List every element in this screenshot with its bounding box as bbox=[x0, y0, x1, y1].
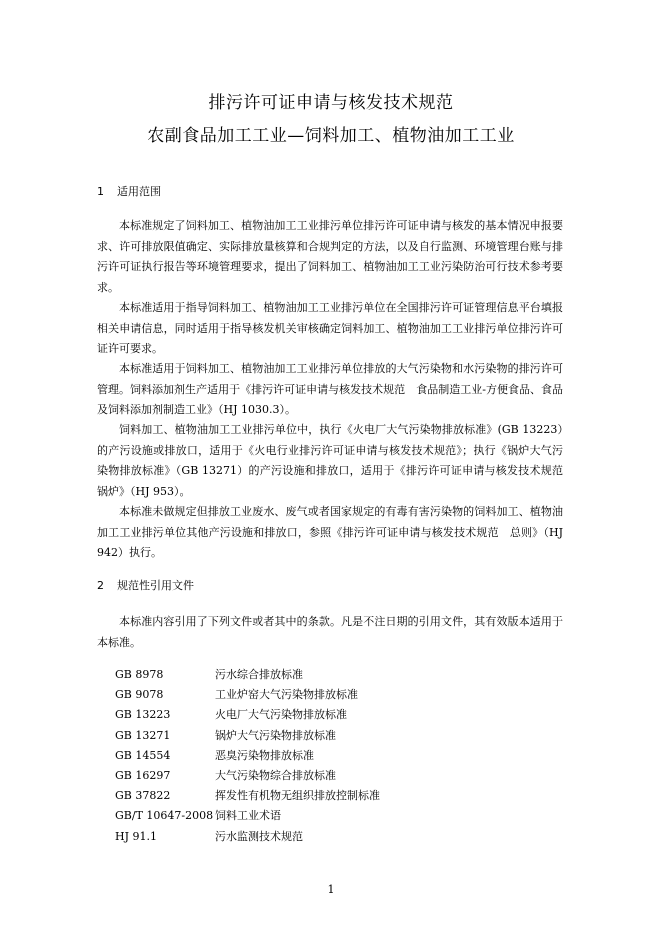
reference-item bbox=[115, 665, 380, 685]
reference-title: 锅炉大气污染物排放标准 bbox=[215, 728, 336, 742]
reference-item bbox=[115, 685, 380, 705]
reference-title: 饲料工业术语 bbox=[215, 809, 281, 823]
reference-item bbox=[115, 827, 380, 847]
reference-title: 恶臭污染物排放标准 bbox=[215, 748, 314, 762]
reference-code: GB 16297 bbox=[115, 768, 171, 782]
section-2-heading bbox=[97, 577, 194, 593]
section-title: 规范性引用文件 bbox=[117, 579, 194, 592]
reference-list bbox=[115, 665, 380, 847]
reference-item bbox=[115, 705, 380, 725]
reference-title: 火电厂大气污染物排放标准 bbox=[215, 708, 347, 722]
reference-item bbox=[115, 726, 380, 746]
reference-item bbox=[115, 786, 380, 806]
reference-code: GB/T 10647-2008 bbox=[115, 809, 214, 823]
paragraph: 本标准未做规定但排放工业废水、废气或者国家规定的有毒有害污染物的饲料加工、植物油加工工业排污单位其他产污设施和排放口，参照《排污许可证申请与核发技术规范 总则》（HJ 942）执行。 bbox=[97, 505, 563, 559]
reference-code: GB 8978 bbox=[115, 668, 164, 681]
reference-item bbox=[115, 766, 380, 786]
reference-code: GB 13223 bbox=[115, 708, 171, 722]
document-title: 排污许可证申请与核发技术规范 bbox=[208, 93, 454, 113]
reference-code: GB 9078 bbox=[115, 688, 164, 702]
page-number: 1 bbox=[327, 883, 335, 896]
reference-code: GB 13271 bbox=[115, 728, 171, 742]
reference-code: GB 14554 bbox=[115, 748, 171, 762]
paragraph: 本标准规定了饲料加工、植物油加工工业排污单位排污许可证申请与核发的基本情况申报要求、许可排放限值确定、实际排放量核算和合规判定的方法，以及自行监测、环境管理台账与排污许可证执行报告等环境管理要求，提出了饲料加工、植物油加工工业污染防治可行技术参考要求。 bbox=[97, 219, 563, 294]
paragraph: 本标准适用于指导饲料加工、植物油加工工业排污单位在全国排污许可证管理信息平台填报相关申请信息，同时适用于指导核发机关审核确定饲料加工、植物油加工工业排污单位排污许可证许可要求。 bbox=[97, 301, 563, 355]
reference-title: 污水监测技术规范 bbox=[215, 829, 303, 843]
section-number: 2 bbox=[97, 579, 104, 592]
reference-title: 工业炉窑大气污染物排放标准 bbox=[215, 688, 358, 702]
reference-item bbox=[115, 746, 380, 766]
section-title: 适用范围 bbox=[117, 185, 161, 198]
reference-title: 挥发性有机物无组织排放控制标准 bbox=[215, 789, 380, 803]
section-1-heading bbox=[97, 183, 161, 199]
document-subtitle: 农副食品加工工业—饲料加工、植物油加工工业 bbox=[147, 126, 515, 146]
reference-code: HJ 91.1 bbox=[115, 829, 157, 843]
paragraph: 本标准适用于饲料加工、植物油加工工业排污单位排放的大气污染物和水污染物的排污许可管理。饲料添加剂生产适用于《排污许可证申请与核发技术规范 食品制造工业-方便食品、食品及饲料添加剂制造工业》（HJ 1030.3）。 bbox=[97, 362, 563, 416]
reference-item bbox=[115, 806, 380, 826]
paragraph: 饲料加工、植物油加工工业排污单位中，执行《火电厂大气污染物排放标准》(GB 13223）的产污设施或排放口，适用于《火电行业排污许可证申请与核发技术规范》；执行《锅炉大气污染物排放标准》（GB 13271）的产污设施和排放口，适用于《排污许可证申请与核发技术规范 锅炉》（HJ 953）。 bbox=[97, 423, 574, 498]
paragraph: 本标准内容引用了下列文件或者其中的条款。凡是不注日期的引用文件，其有效版本适用于本标准。 bbox=[97, 615, 563, 649]
reference-title: 污水综合排放标准 bbox=[215, 668, 303, 681]
section-number: 1 bbox=[97, 185, 104, 198]
reference-code: GB 37822 bbox=[115, 789, 171, 803]
reference-title: 大气污染物综合排放标准 bbox=[215, 768, 336, 782]
